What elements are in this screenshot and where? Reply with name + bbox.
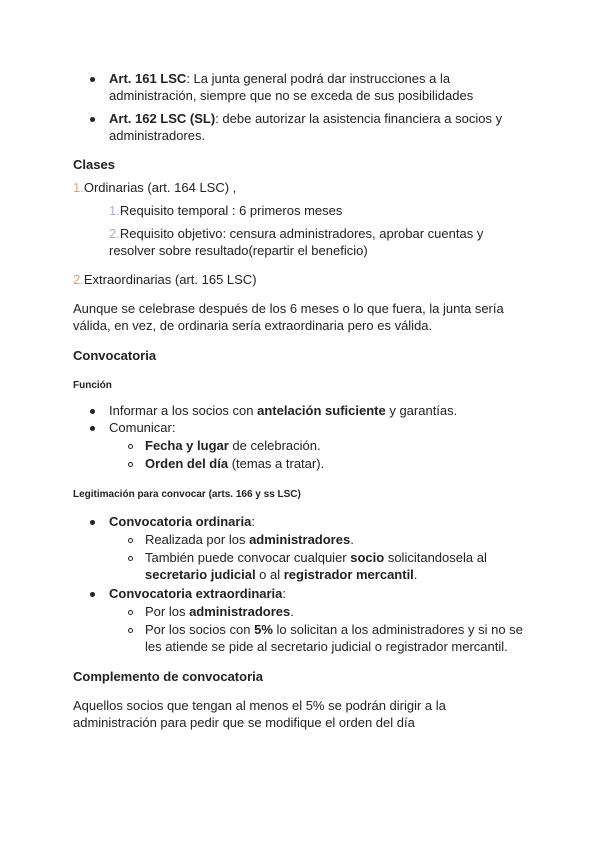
extraordinaria-item bbox=[109, 585, 286, 602]
ordinaria-sub-1-end: . bbox=[350, 532, 354, 547]
clases-sub-2-number: 2. bbox=[109, 226, 120, 241]
ordinaria-sub-2 bbox=[145, 549, 505, 583]
art-161-item bbox=[109, 70, 489, 104]
art-161-title: Art. 161 LSC bbox=[109, 71, 187, 86]
funcion-sub-1 bbox=[145, 437, 321, 454]
clases-sub-1 bbox=[109, 202, 342, 219]
extraordinaria-sub-2 bbox=[145, 621, 535, 655]
circle-bullet-icon bbox=[128, 628, 133, 633]
funcion-heading: Función bbox=[73, 380, 112, 391]
circle-bullet-icon bbox=[128, 538, 133, 543]
ordinaria-sub-2-bold-registrador: registrador mercantil bbox=[283, 567, 414, 582]
ordinaria-sub-1 bbox=[145, 531, 354, 548]
extraordinaria-sub-1-end: . bbox=[290, 604, 294, 619]
funcion-item-2: Comunicar: bbox=[109, 420, 176, 435]
extraordinaria-sub-1 bbox=[145, 603, 294, 620]
ordinaria-title: Convocatoria ordinaria bbox=[109, 514, 252, 529]
art-161-text: : La junta general podrá dar instrucciones a la administración, siempre que no se exceda de sus posibilidades bbox=[109, 71, 474, 103]
clases-item-2-number: 2. bbox=[73, 272, 84, 287]
funcion-sub-2-text: (temas a tratar). bbox=[228, 456, 325, 471]
ordinaria-colon: : bbox=[251, 514, 255, 529]
extraordinaria-sub-2-end: lo solicitan a los administradores y si no se les atiende se pide al secretario judicial o registrador mercantil. bbox=[145, 622, 523, 654]
complemento-heading: Complemento de convocatoria bbox=[73, 669, 263, 684]
art-162-item bbox=[109, 110, 509, 144]
bullet-icon bbox=[90, 520, 95, 525]
clases-sub-2 bbox=[109, 225, 499, 259]
funcion-sub-1-text: de celebración. bbox=[228, 438, 321, 453]
funcion-sub-2-bold: Orden del día bbox=[145, 456, 229, 471]
legitimacion-heading: Legitimación para convocar (arts. 166 y ss LSC) bbox=[73, 489, 301, 500]
circle-bullet-icon bbox=[128, 462, 133, 467]
circle-bullet-icon bbox=[128, 444, 133, 449]
extraordinaria-sub-2-bold: 5% bbox=[254, 622, 273, 637]
ordinaria-sub-2-mid: solicitandosela al bbox=[384, 550, 487, 565]
funcion-item-1-text: Informar a los socios con bbox=[109, 403, 258, 418]
complemento-text: Aquellos socios que tengan al menos el 5% se podrán dirigir a la administración para pedir que se modifique el orden del día bbox=[73, 698, 446, 730]
funcion-item-1-end: y garantías. bbox=[385, 403, 458, 418]
art-162-title: Art. 162 LSC (SL) bbox=[109, 111, 216, 126]
ordinaria-item bbox=[109, 513, 255, 530]
clases-item-1-number: 1. bbox=[73, 180, 84, 195]
clases-item-1-text: Ordinarias (art. 164 LSC) , bbox=[83, 180, 237, 195]
bullet-icon bbox=[90, 426, 95, 431]
extraordinaria-sub-1-bold: administradores bbox=[189, 604, 291, 619]
ordinaria-sub-2-mid2: o al bbox=[255, 567, 284, 582]
ordinaria-sub-2-bold-secretario: secretario judicial bbox=[145, 567, 256, 582]
circle-bullet-icon bbox=[128, 610, 133, 615]
extraordinaria-colon: : bbox=[282, 586, 287, 601]
funcion-item-1 bbox=[109, 402, 457, 419]
clases-sub-1-text: Requisito temporal : 6 primeros meses bbox=[119, 203, 343, 218]
clases-sub-1-number: 1. bbox=[109, 203, 120, 218]
clases-heading: Clases bbox=[73, 157, 115, 172]
ordinaria-sub-1-text: Realizada por los bbox=[145, 532, 250, 547]
clases-note: Aunque se celebrase después de los 6 meses o lo que fuera, la junta sería válida, en vez, de ordinaria sería extraordinaria pero es válida. bbox=[73, 301, 504, 333]
art-162-text: : debe autorizar la asistencia financiera a socios y administradores. bbox=[109, 111, 503, 143]
extraordinaria-sub-1-text: Por los bbox=[145, 604, 190, 619]
bullet-icon bbox=[90, 117, 95, 122]
extraordinaria-title: Convocatoria extraordinaria bbox=[109, 586, 283, 601]
funcion-sub-2 bbox=[145, 455, 324, 472]
ordinaria-sub-2-bold-socio: socio bbox=[350, 550, 385, 565]
circle-bullet-icon bbox=[128, 556, 133, 561]
ordinaria-sub-2-end: . bbox=[413, 567, 418, 582]
bullet-icon bbox=[90, 77, 95, 82]
clases-sub-2-text: Requisito objetivo: censura administradores, aprobar cuentas y resolver sobre resultado(repartir el beneficio) bbox=[109, 226, 484, 258]
clases-item-2-text: Extraordinarias (art. 165 LSC) bbox=[83, 272, 257, 287]
clases-item-2 bbox=[73, 271, 257, 288]
ordinaria-sub-2-text: También puede convocar cualquier bbox=[145, 550, 351, 565]
clases-item-1 bbox=[73, 179, 236, 196]
bullet-icon bbox=[90, 592, 95, 597]
extraordinaria-sub-2-text: Por los socios con bbox=[145, 622, 255, 637]
convocatoria-heading: Convocatoria bbox=[73, 348, 157, 363]
funcion-item-1-bold: antelación suficiente bbox=[257, 403, 386, 418]
funcion-sub-1-bold: Fecha y lugar bbox=[145, 438, 229, 453]
ordinaria-sub-1-bold: administradores bbox=[249, 532, 351, 547]
bullet-icon bbox=[90, 409, 95, 414]
